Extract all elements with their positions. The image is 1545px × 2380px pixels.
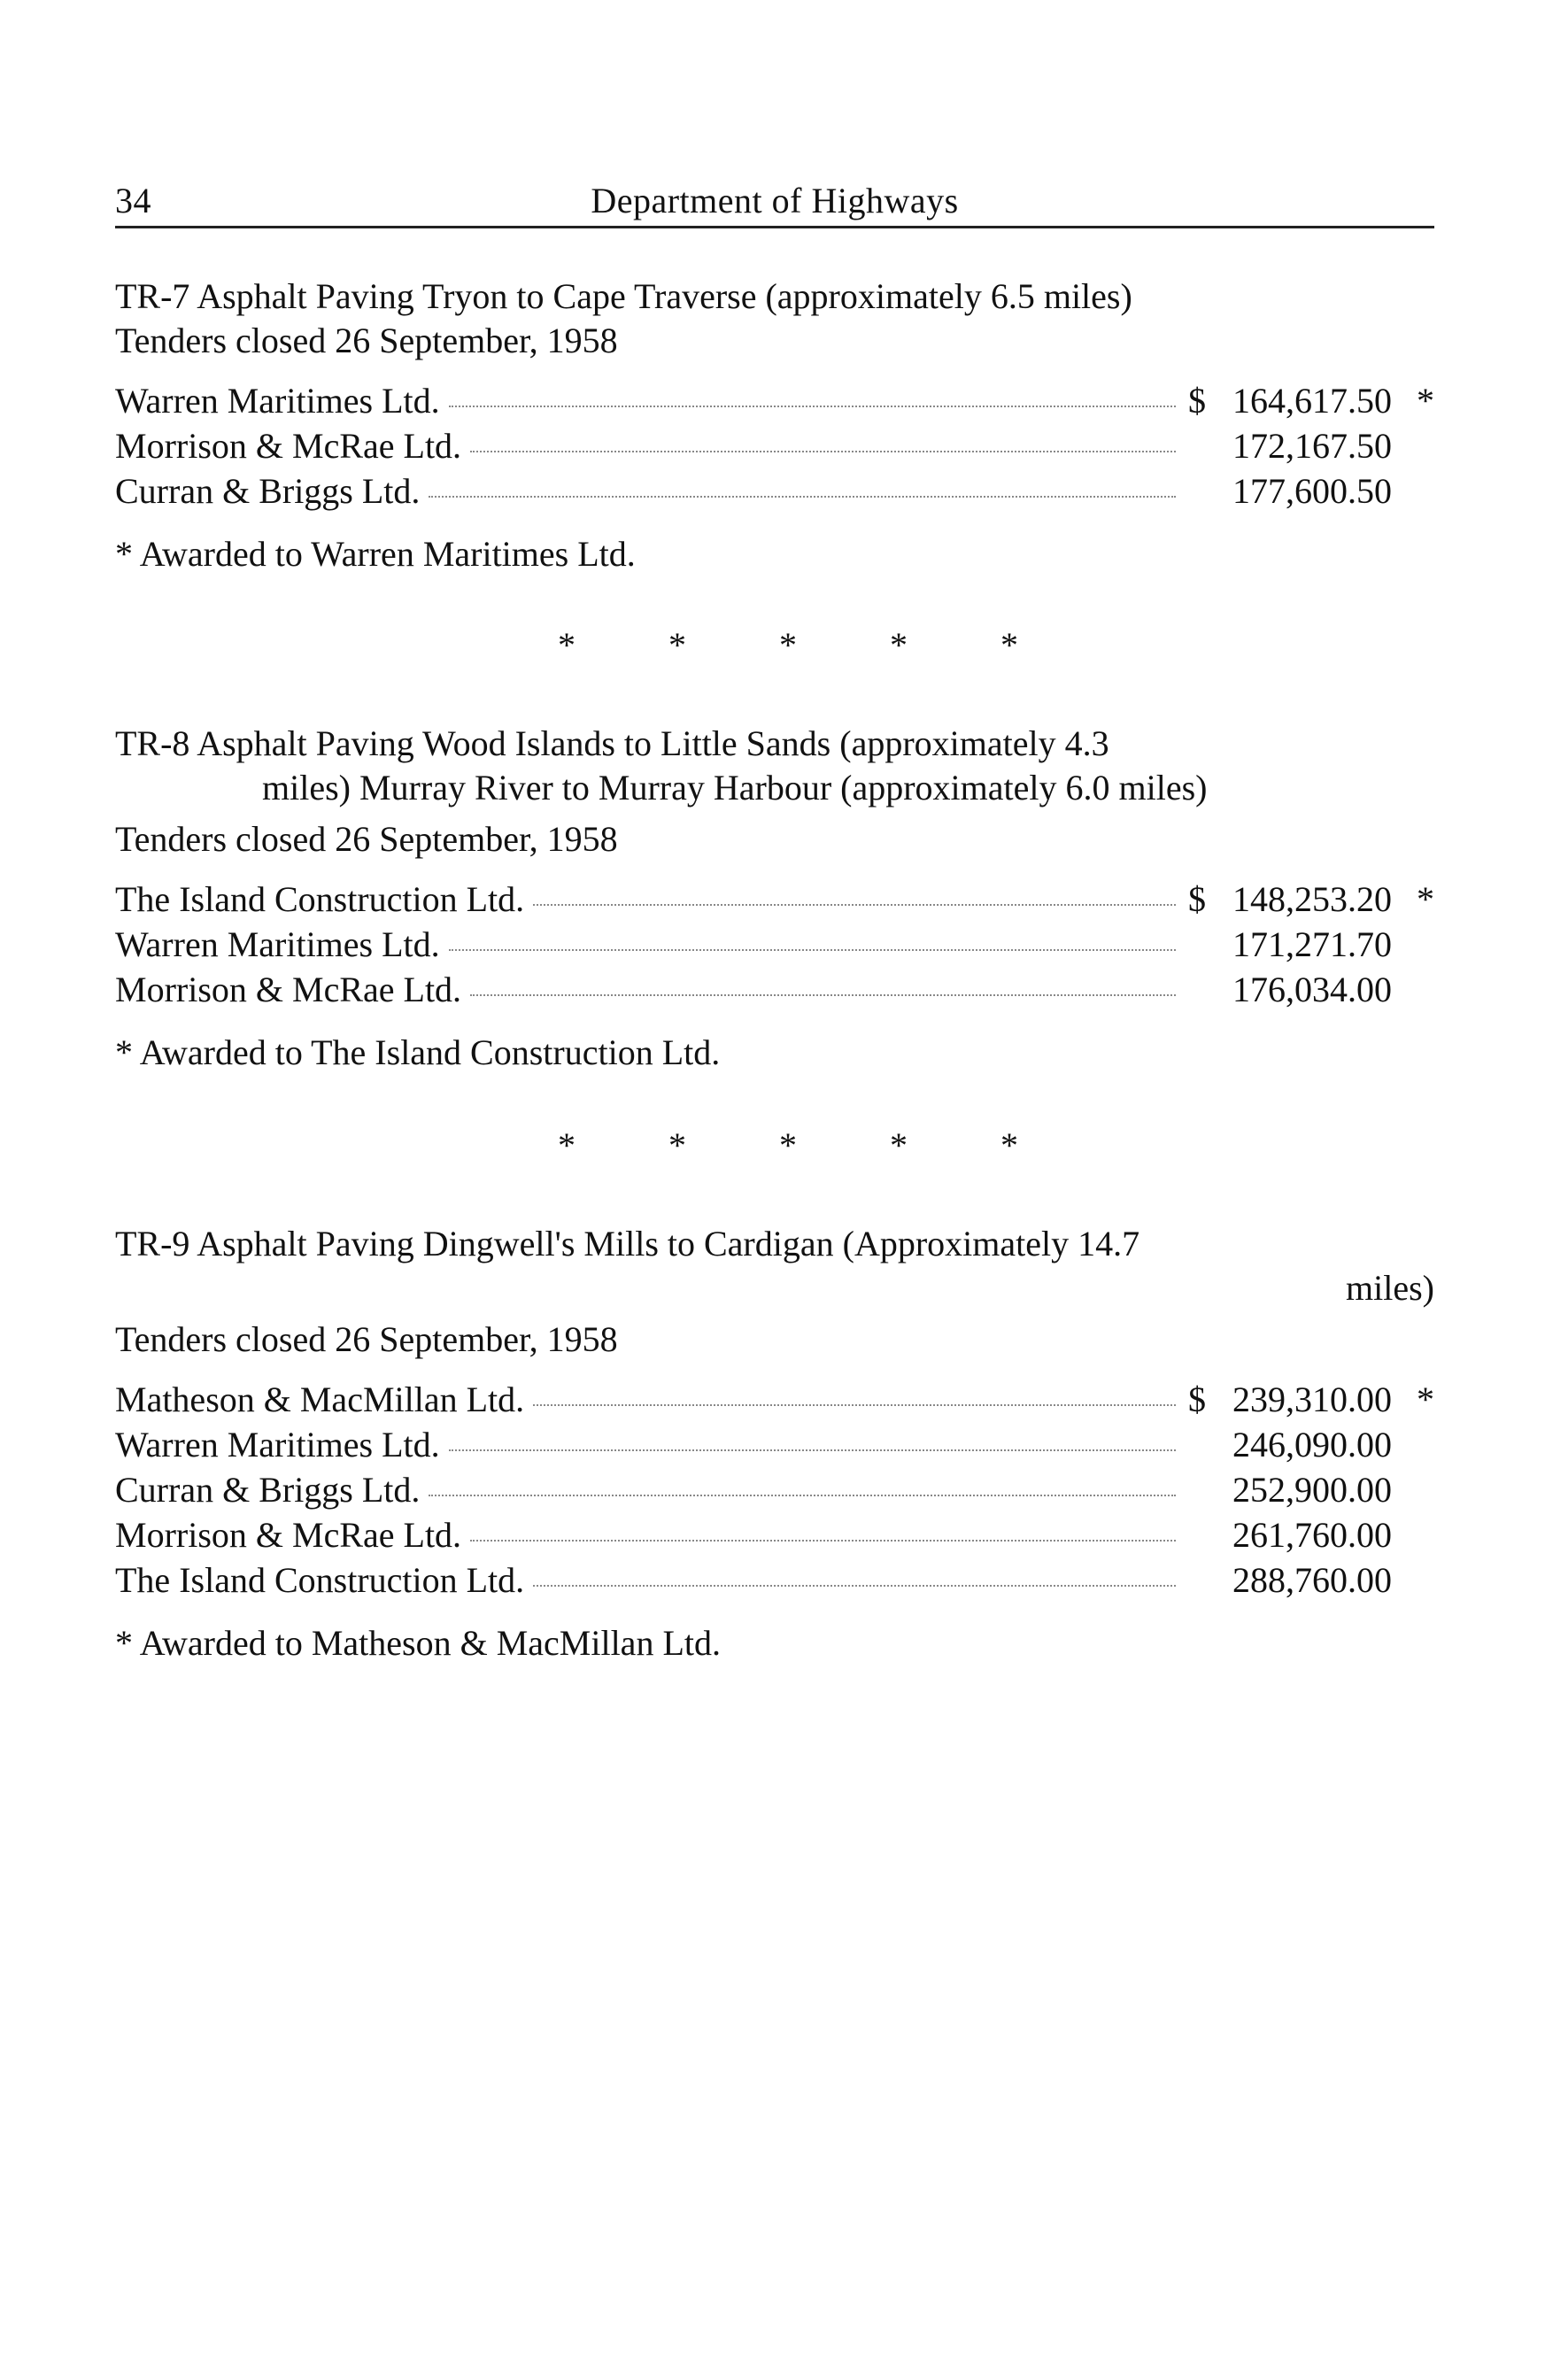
- bidder-name: Morrison & McRae Ltd.: [115, 1515, 462, 1555]
- bid-list: [115, 1378, 1434, 1603]
- tender-section-tr9: [115, 1222, 1434, 1665]
- bid-amount: 261,760.00: [1232, 1515, 1392, 1555]
- separator-star: *: [1000, 1125, 1018, 1165]
- bid-list: [115, 877, 1434, 1013]
- leader-dots: [449, 406, 1176, 407]
- award-note: * Awarded to Matheson & MacMillan Ltd.: [115, 1623, 721, 1663]
- bid-amount: 252,900.00: [1232, 1470, 1392, 1510]
- section-title-line: miles) Murray River to Murray Harbour (approximately 6.0 miles): [262, 768, 1208, 808]
- bidder-name: The Island Construction Ltd.: [115, 879, 525, 919]
- leader-dots: [429, 1495, 1176, 1496]
- bidder-name: Matheson & MacMillan Ltd.: [115, 1379, 525, 1419]
- award-mark: *: [1417, 381, 1434, 421]
- bid-row: [115, 469, 1434, 514]
- leader-dots: [429, 496, 1176, 498]
- leader-dots: [533, 1585, 1176, 1587]
- bid-amount: 246,090.00: [1232, 1425, 1392, 1464]
- bidder-name: Curran & Briggs Ltd.: [115, 471, 421, 511]
- section-title-line: miles): [1346, 1268, 1434, 1308]
- bid-list: [115, 379, 1434, 514]
- leader-dots: [449, 949, 1176, 951]
- bid-row: [115, 1558, 1434, 1603]
- bid-row: [115, 1513, 1434, 1558]
- bid-row: [115, 968, 1434, 1013]
- section-title-line: TR-8 Asphalt Paving Wood Islands to Little Sands (approximately 4.3: [115, 723, 1109, 763]
- leader-dots: [533, 1404, 1176, 1406]
- section-title-line: TR-9 Asphalt Paving Dingwell's Mills to Cardigan (Approximately 14.7: [115, 1224, 1140, 1263]
- bid-row: [115, 1468, 1434, 1513]
- currency-sign: $: [1188, 381, 1206, 421]
- currency-sign: $: [1188, 879, 1206, 919]
- bid-amount: 171,271.70: [1232, 924, 1392, 964]
- bid-amount: 148,253.20: [1232, 879, 1392, 919]
- tender-section-tr8: [115, 722, 1434, 1075]
- separator-star: *: [668, 1125, 686, 1165]
- currency-sign: $: [1188, 1379, 1206, 1419]
- leader-dots: [470, 451, 1176, 452]
- leader-dots: [449, 1449, 1176, 1451]
- bidder-name: Morrison & McRae Ltd.: [115, 426, 462, 466]
- tenders-closed-date: Tenders closed 26 September, 1958: [115, 321, 618, 360]
- bidder-name: Warren Maritimes Ltd.: [115, 1425, 440, 1464]
- bidder-name: Morrison & McRae Ltd.: [115, 970, 462, 1009]
- section-separator: [558, 624, 1018, 666]
- section-title-line: TR-7 Asphalt Paving Tryon to Cape Traverse (approximately 6.5 miles): [115, 276, 1132, 316]
- bid-amount: 176,034.00: [1232, 970, 1392, 1009]
- separator-star: *: [890, 625, 908, 665]
- bid-row: [115, 1423, 1434, 1468]
- leader-dots: [470, 994, 1176, 996]
- separator-star: *: [1000, 625, 1018, 665]
- bid-row: [115, 424, 1434, 469]
- page-header: [115, 173, 1434, 228]
- bid-row: [115, 1378, 1434, 1423]
- tenders-closed-date: Tenders closed 26 September, 1958: [115, 819, 618, 859]
- page-number: 34: [115, 181, 151, 220]
- running-title: Department of Highways: [591, 181, 959, 220]
- separator-star: *: [779, 625, 797, 665]
- section-title: [115, 1222, 1434, 1310]
- award-note: * Awarded to The Island Construction Ltd.: [115, 1032, 721, 1072]
- section-separator: [558, 1124, 1018, 1166]
- leader-dots: [533, 904, 1176, 906]
- tender-section-tr7: [115, 274, 1434, 576]
- bid-amount: 288,760.00: [1232, 1560, 1392, 1600]
- bidder-name: Curran & Briggs Ltd.: [115, 1470, 421, 1510]
- bid-amount: 164,617.50: [1232, 381, 1392, 421]
- tenders-closed-date: Tenders closed 26 September, 1958: [115, 1319, 618, 1359]
- separator-star: *: [890, 1125, 908, 1165]
- bid-amount: 172,167.50: [1232, 426, 1392, 466]
- bid-amount: 239,310.00: [1232, 1379, 1392, 1419]
- bid-row: [115, 877, 1434, 923]
- bid-amount: 177,600.50: [1232, 471, 1392, 511]
- award-mark: *: [1417, 879, 1434, 919]
- bid-row: [115, 923, 1434, 968]
- separator-star: *: [558, 625, 576, 665]
- section-title: [115, 274, 1434, 319]
- leader-dots: [470, 1540, 1176, 1542]
- bid-row: [115, 379, 1434, 424]
- separator-star: *: [558, 1125, 576, 1165]
- separator-star: *: [779, 1125, 797, 1165]
- bidder-name: Warren Maritimes Ltd.: [115, 924, 440, 964]
- award-mark: *: [1417, 1379, 1434, 1419]
- bidder-name: The Island Construction Ltd.: [115, 1560, 525, 1600]
- separator-star: *: [668, 625, 686, 665]
- bidder-name: Warren Maritimes Ltd.: [115, 381, 440, 421]
- section-title: [115, 722, 1434, 810]
- award-note: * Awarded to Warren Maritimes Ltd.: [115, 534, 636, 574]
